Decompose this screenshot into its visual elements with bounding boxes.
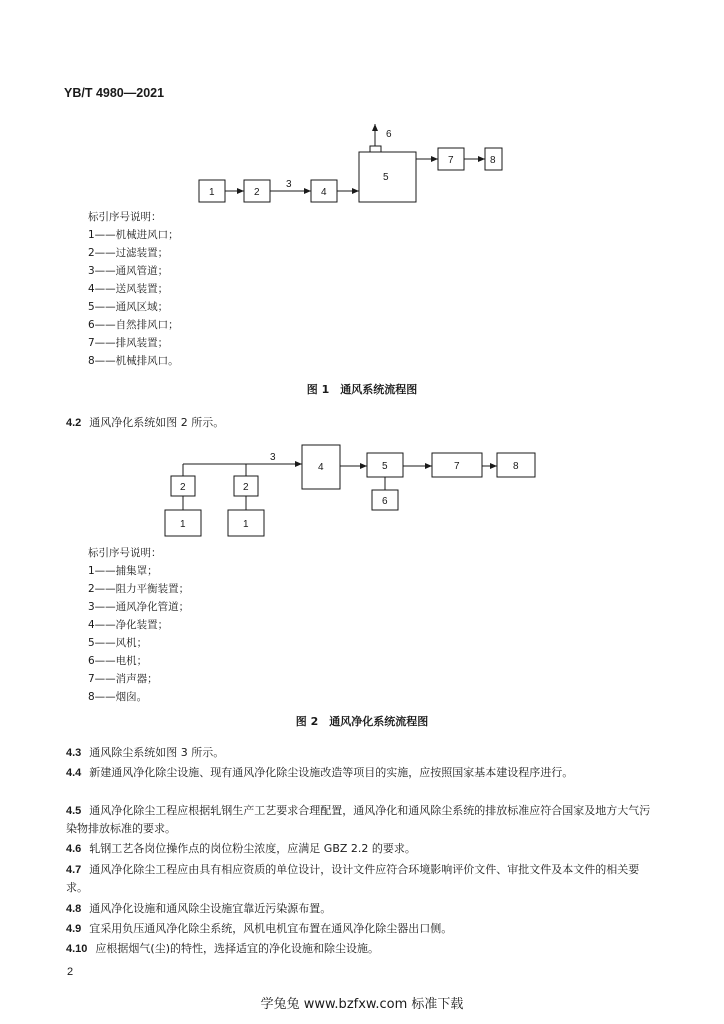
- legend-item: 3——通风管道；: [88, 265, 169, 277]
- clause-text: 通风净化系统如图 2 所示。: [89, 416, 225, 429]
- figure2-legend: [88, 544, 189, 706]
- legend-item: 5——风机；: [88, 637, 148, 649]
- fig2-label-2b: 2: [243, 482, 249, 493]
- watermark-footer: 学兔兔 www.bzfxw.com 标准下载: [260, 997, 464, 1012]
- clause-number: 4.6: [66, 843, 82, 855]
- fig2-label-2a: 2: [180, 482, 186, 493]
- fig1-label-1: 1: [209, 187, 215, 198]
- legend-item: 8——机械排风口。: [88, 355, 179, 367]
- fig1-label-3: 3: [286, 179, 292, 190]
- fig2-label-6: 6: [382, 496, 388, 507]
- fig2-label-3: 3: [270, 452, 276, 463]
- fig1-label-8: 8: [490, 155, 496, 166]
- clause-4-4: [66, 764, 658, 782]
- legend-item: 7——排风装置；: [88, 337, 169, 349]
- legend-item: 8——烟囱。: [88, 691, 148, 703]
- clause-number: 4.10: [66, 943, 88, 955]
- page-number: 2: [67, 966, 74, 978]
- figure1-caption: 图 1 通风系统流程图: [306, 383, 418, 396]
- figure2-diagram: [0, 435, 724, 555]
- clause-text: 轧钢工艺各岗位操作点的岗位粉尘浓度，应满足 GBZ 2.2 的要求。: [89, 842, 416, 855]
- legend-item: 5——通风区域；: [88, 301, 169, 313]
- standard-code: YB/T 4980—2021: [64, 86, 165, 100]
- legend-item: 4——送风装置；: [88, 283, 169, 295]
- legend-item: 2——阻力平衡装置；: [88, 583, 190, 595]
- fig1-label-7: 7: [448, 155, 454, 166]
- legend-item: 7——消声器；: [88, 673, 158, 685]
- clause-4-5: [66, 802, 658, 838]
- clause-4-9: [66, 920, 658, 938]
- clause-4-2: [66, 414, 658, 432]
- legend-title: 标引序号说明：: [88, 547, 162, 559]
- clause-text: 通风净化除尘工程应由具有相应资质的单位设计，设计文件应符合环境影响评价文件、审批文件及本文件的相关要求。: [66, 863, 640, 894]
- clause-text: 应根据烟气(尘)的特性，选择适宜的净化设施和除尘设施。: [95, 942, 380, 955]
- legend-item: 4——净化装置；: [88, 619, 169, 631]
- clause-text: 宜采用负压通风净化除尘系统，风机电机宜布置在通风净化除尘器出口侧。: [89, 922, 453, 935]
- clause-text: 新建通风净化除尘设施、现有通风净化除尘设施改造等项目的实施，应按照国家基本建设程序进行。: [89, 766, 574, 779]
- fig2-label-5: 5: [382, 461, 388, 472]
- clause-number: 4.2: [66, 417, 82, 429]
- legend-item: 1——机械进风口；: [88, 229, 179, 241]
- clause-4-3: [66, 744, 658, 762]
- fig2-label-1a: 1: [180, 519, 186, 530]
- fig1-label-6: 6: [386, 129, 392, 140]
- clause-number: 4.4: [66, 767, 82, 779]
- fig1-label-5: 5: [383, 172, 389, 183]
- clause-4-10: [66, 940, 658, 958]
- legend-item: 6——电机；: [88, 655, 148, 667]
- clause-number: 4.8: [66, 903, 82, 915]
- legend-item: 6——自然排风口；: [88, 319, 179, 331]
- fig2-label-1b: 1: [243, 519, 249, 530]
- legend-item: 2——过滤装置；: [88, 247, 169, 259]
- fig2-label-8: 8: [513, 461, 519, 472]
- clause-text: 通风净化除尘工程应根据轧钢生产工艺要求合理配置，通风净化和通风除尘系统的排放标准应符合国家及地方大气污染物排放标准的要求。: [66, 804, 651, 835]
- legend-title: 标引序号说明：: [88, 211, 162, 223]
- figure2-caption: 图 2 通风净化系统流程图: [295, 715, 429, 728]
- clause-text: 通风净化设施和通风除尘设施宜靠近污染源布置。: [89, 902, 332, 915]
- clause-4-8: [66, 900, 658, 918]
- clause-number: 4.7: [66, 864, 82, 876]
- clause-number: 4.3: [66, 747, 82, 759]
- fig1-box-6-outlet: [370, 146, 381, 152]
- clause-text: 通风除尘系统如图 3 所示。: [89, 746, 225, 759]
- fig1-label-4: 4: [321, 187, 327, 198]
- clause-number: 4.5: [66, 805, 82, 817]
- clause-4-6: [66, 840, 658, 858]
- legend-item: 1——捕集罩；: [88, 565, 158, 577]
- legend-item: 3——通风净化管道；: [88, 601, 190, 613]
- figure1-diagram: [0, 0, 724, 220]
- fig2-label-7: 7: [454, 461, 460, 472]
- fig1-label-2: 2: [254, 187, 260, 198]
- figure1-legend: [88, 208, 179, 370]
- fig2-label-4: 4: [318, 462, 324, 473]
- clause-4-7: [66, 861, 658, 897]
- clause-number: 4.9: [66, 923, 82, 935]
